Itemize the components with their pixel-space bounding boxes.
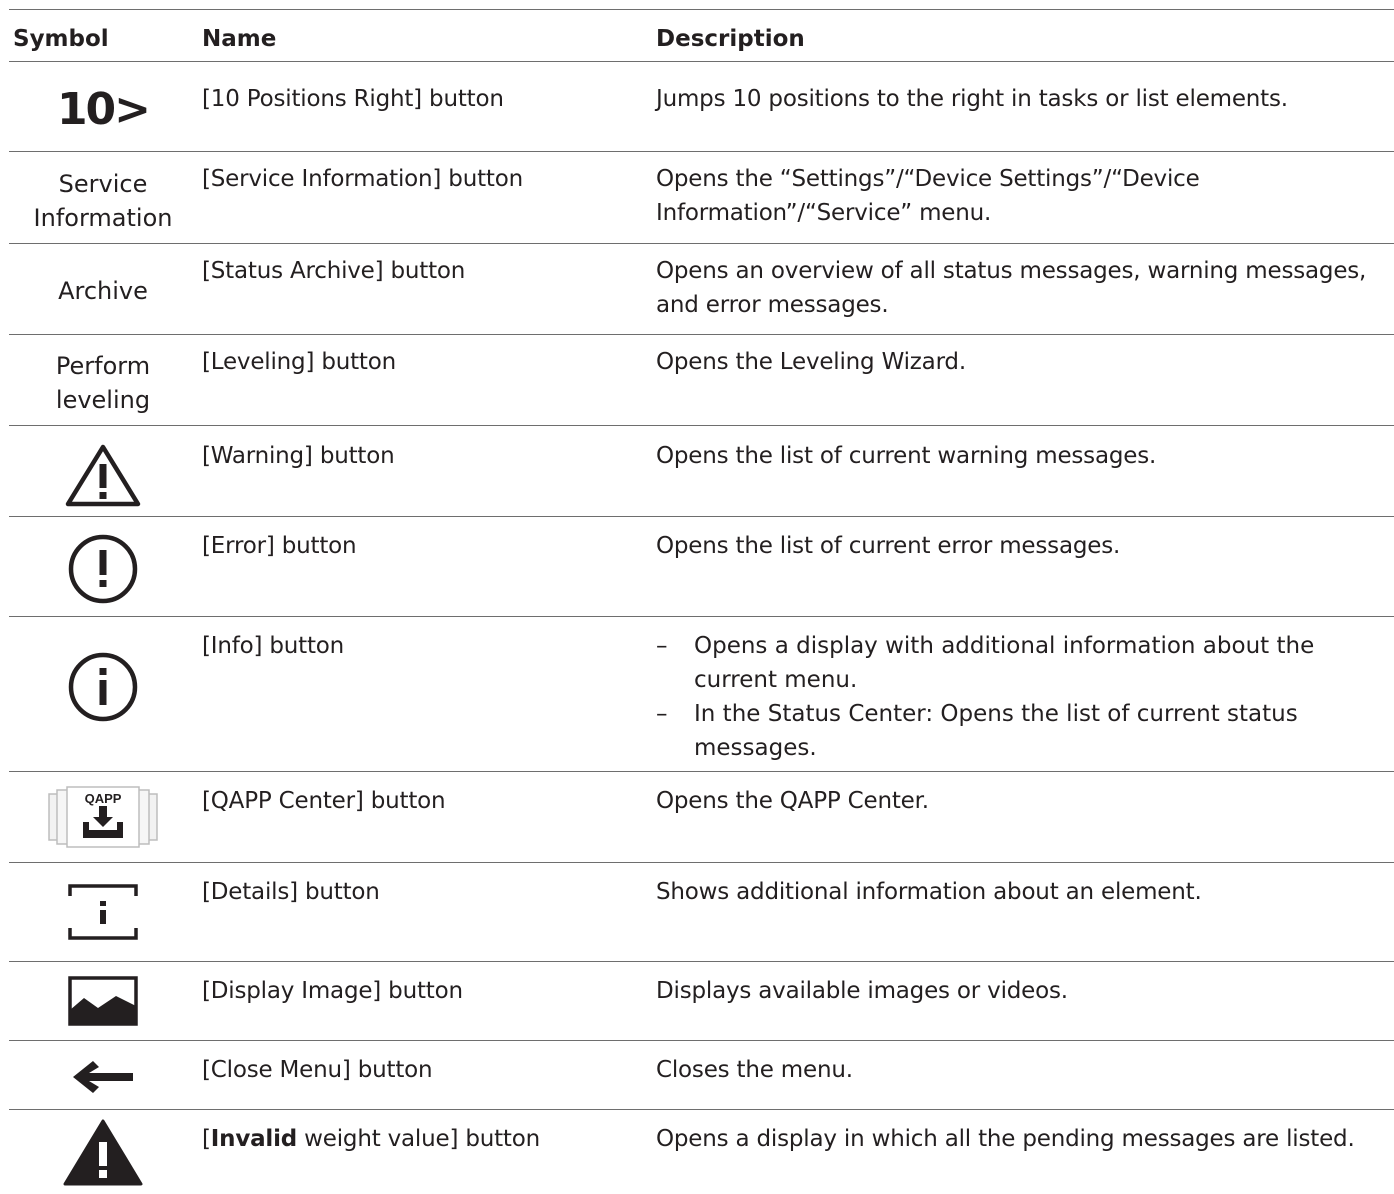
name-cell: [Invalid weight value] button	[202, 1126, 541, 1152]
name-cell: [Warning] button	[202, 443, 395, 469]
bullet-dash: –	[656, 633, 668, 659]
header-name: Name	[202, 26, 277, 52]
service-information-label-line2: Information	[33, 204, 173, 232]
archive-label: Archive	[58, 277, 148, 305]
description-cell: Opens the “Settings”/“Device Settings”/“Device Information”/“Service” menu.	[656, 166, 1200, 226]
warning-triangle-outline-icon	[64, 442, 142, 508]
table-row	[9, 151, 1394, 244]
symbol-cell	[9, 426, 197, 508]
table-row	[9, 61, 1394, 152]
header-description: Description	[656, 26, 805, 52]
details-bracket-icon	[67, 881, 139, 943]
table-row	[9, 1040, 1394, 1110]
header-symbol: Symbol	[13, 26, 109, 52]
name-cell: [Error] button	[202, 533, 357, 559]
description-cell: Closes the menu.	[656, 1057, 853, 1083]
perform-leveling-label-line2: leveling	[55, 386, 151, 414]
qapp-center-icon	[47, 786, 159, 848]
table-row	[9, 862, 1394, 962]
description-cell: Opens a display in which all the pending messages are listed.	[656, 1126, 1355, 1152]
description-cell: Opens the list of current error messages.	[656, 533, 1121, 559]
description-cell: Opens the Leveling Wizard.	[656, 349, 966, 375]
symbol-cell	[9, 863, 197, 943]
description-cell: Displays available images or videos.	[656, 978, 1068, 1004]
table-row	[9, 616, 1394, 772]
name-cell: [Leveling] button	[202, 349, 396, 375]
symbol-cell	[9, 1041, 197, 1095]
symbol-cell	[9, 62, 197, 135]
info-circle-icon	[67, 651, 139, 723]
name-cell: [Close Menu] button	[202, 1057, 433, 1083]
arrow-left-icon	[71, 1059, 135, 1095]
bullet-dash: –	[656, 701, 668, 727]
name-cell: [Service Information] button	[202, 166, 523, 192]
description-cell: Opens the QAPP Center.	[656, 788, 929, 814]
error-exclamation-circle-icon	[67, 533, 139, 605]
name-cell: [Display Image] button	[202, 978, 463, 1004]
table-row	[9, 961, 1394, 1041]
invalid-bold-text: Invalid	[210, 1126, 298, 1152]
name-cell: [Details] button	[202, 879, 380, 905]
symbol-cell	[9, 772, 197, 848]
description-cell: Opens the list of current warning messages.	[656, 443, 1157, 469]
name-cell: [QAPP Center] button	[202, 788, 446, 814]
table-row	[9, 771, 1394, 863]
description-bullets	[656, 617, 1386, 765]
display-image-icon	[68, 976, 138, 1026]
table-row	[9, 425, 1394, 517]
symbol-cell	[9, 152, 197, 235]
symbol-cell	[9, 1110, 197, 1186]
symbol-cell	[9, 517, 197, 605]
list-item: – Opens a display with additional information about the current menu.	[656, 629, 1386, 697]
service-information-label: Service	[58, 170, 148, 198]
list-item: – In the Status Center: Opens the list of current status messages.	[656, 697, 1386, 765]
description-cell: Shows additional information about an element.	[656, 879, 1202, 905]
description-cell: Jumps 10 positions to the right in tasks or list elements.	[656, 86, 1288, 112]
name-cell: [Status Archive] button	[202, 258, 466, 284]
warning-triangle-filled-icon	[63, 1118, 143, 1186]
table-row	[9, 243, 1394, 335]
symbol-cell	[9, 617, 197, 723]
name-cell: [Info] button	[202, 633, 345, 659]
symbol-cell	[9, 335, 197, 417]
perform-leveling-label: Perform	[55, 352, 151, 380]
symbol-cell	[9, 244, 197, 308]
description-cell: Opens an overview of all status messages, warning messages, and error messages.	[656, 258, 1367, 318]
table-row	[9, 516, 1394, 617]
name-cell: [10 Positions Right] button	[202, 86, 504, 112]
table-header	[9, 9, 1394, 62]
qapp-label: QAPP	[84, 791, 122, 806]
symbol-cell	[9, 962, 197, 1026]
table-row	[9, 334, 1394, 426]
description-cell	[656, 617, 1386, 765]
table-row	[9, 1109, 1394, 1194]
ten-positions-right-icon: 10>	[56, 84, 150, 135]
